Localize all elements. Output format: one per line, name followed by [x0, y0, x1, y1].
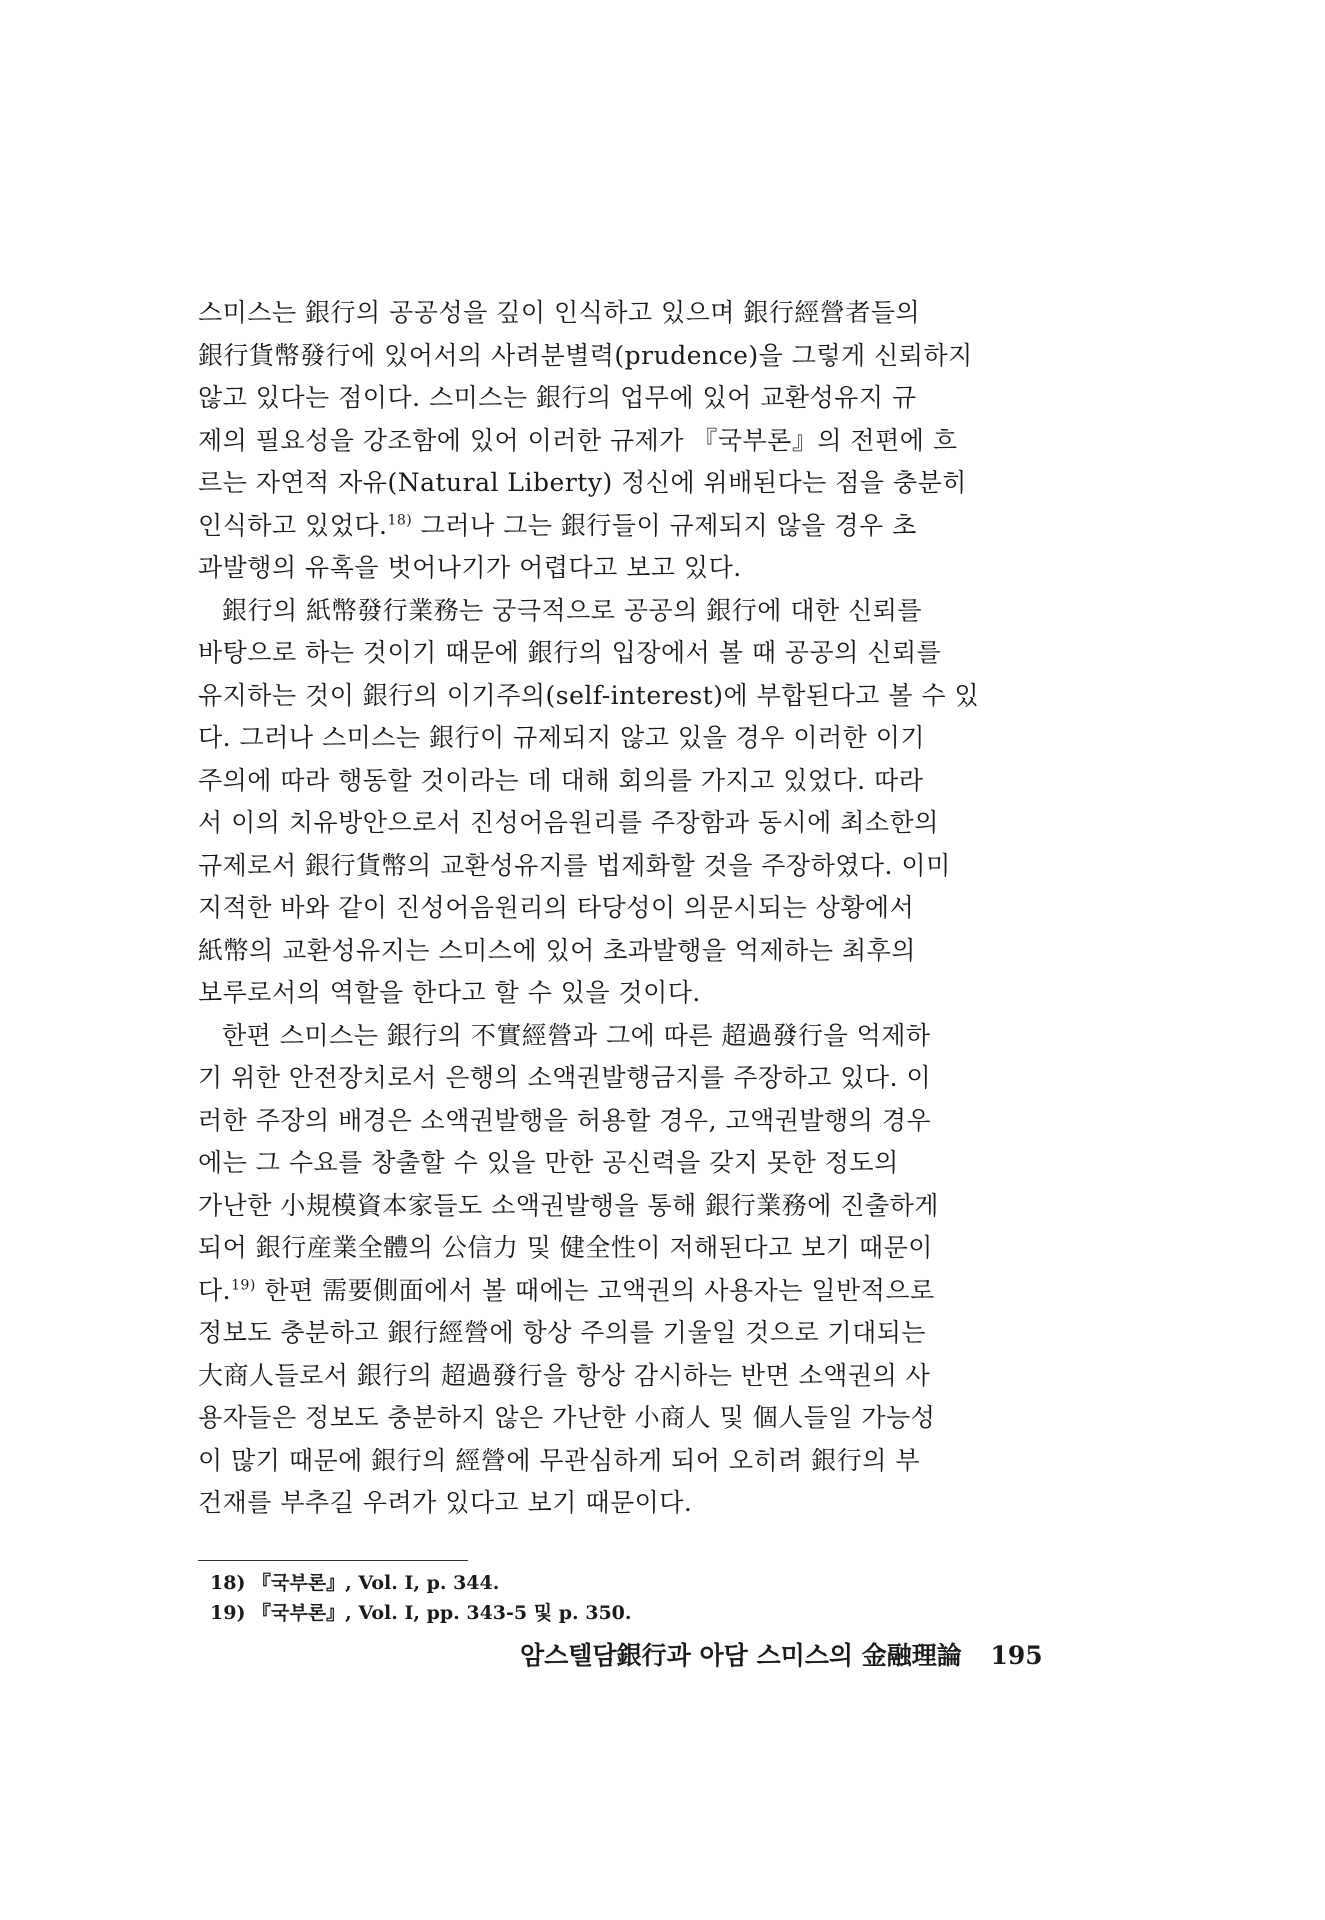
text-line: 다. 그러나 스미스는 銀行이 규제되지 않고 있을 경우 이러한 이기 — [198, 723, 926, 752]
footnote-18: 18) 『국부론』, Vol. I, p. 344. — [210, 1572, 500, 1594]
footnote-19: 19) 『국부론』, Vol. I, pp. 343-5 및 p. 350. — [210, 1602, 632, 1624]
text-line: 러한 주장의 배경은 소액권발행을 허용할 경우, 고액권발행의 경우 — [198, 1105, 932, 1135]
text-line: 규제로서 銀行貨幣의 교환성유지를 법제화할 것을 주장하였다. 이미 — [198, 850, 951, 880]
text-line: 바탕으로 하는 것이기 때문에 銀行의 입장에서 볼 때 공공의 신뢰를 — [198, 638, 942, 667]
text-segment: 인식하고 있었다. — [198, 510, 388, 540]
text-line: 銀行貨幣發行에 있어서의 사려분별력(prudence)을 그렇게 신뢰하지 — [198, 340, 973, 370]
text-line: 되어 銀行産業全體의 公信力 및 健全性이 저해된다고 보기 때문이 — [198, 1233, 933, 1262]
text-line: 紙幣의 교환성유지는 스미스에 있어 초과발행을 억제하는 최후의 — [198, 935, 916, 965]
paragraph-2 — [198, 590, 1098, 1015]
footnote-ref-19: 19) — [231, 1277, 256, 1294]
running-footer — [520, 1640, 1080, 1672]
text-line: 서 이의 치유방안으로서 진성어음원리를 주장함과 동시에 최소한의 — [198, 808, 939, 837]
text-line: 정보도 충분하고 銀行經營에 항상 주의를 기울일 것으로 기대되는 — [198, 1318, 927, 1347]
text-line: 가난한 小規模資本家들도 소액권발행을 통해 銀行業務에 진출하게 — [198, 1190, 939, 1220]
text-line: 르는 자연적 자유(Natural Liberty) 정신에 위배된다는 점을 충분히 — [198, 468, 967, 497]
text-line: 보루로서의 역할을 한다고 할 수 있을 것이다. — [198, 978, 701, 1007]
running-title: 암스텔담銀行과 아담 스미스의 金融理論 — [520, 1641, 962, 1670]
text-line: 않고 있다는 점이다. 스미스는 銀行의 업무에 있어 교환성유지 규 — [198, 383, 917, 412]
text-segment: 그러나 그는 銀行들이 규제되지 않을 경우 초 — [412, 510, 917, 540]
text-line: 스미스는 銀行의 공공성을 깊이 인식하고 있으며 銀行經營者들의 — [198, 298, 921, 327]
text-line-with-note — [198, 1270, 1098, 1313]
text-segment: 다. — [198, 1275, 232, 1305]
text-line: 용자들은 정보도 충분하지 않은 가난한 小商人 및 個人들일 가능성 — [198, 1403, 936, 1432]
text-line: 銀行의 紙幣發行業務는 궁극적으로 공공의 銀行에 대한 신뢰를 — [222, 595, 923, 625]
footnote-ref-18: 18) — [387, 512, 413, 529]
text-line: 과발행의 유혹을 벗어나기가 어렵다고 보고 있다. — [198, 553, 742, 582]
paragraph-1 — [198, 292, 1098, 590]
text-line: 이 많기 때문에 銀行의 經營에 무관심하게 되어 오히려 銀行의 부 — [198, 1445, 921, 1475]
text-line: 지적한 바와 같이 진성어음원리의 타당성이 의문시되는 상황에서 — [198, 893, 915, 922]
text-segment: 한편 需要側面에서 볼 때에는 고액권의 사용자는 일반적으로 — [255, 1275, 935, 1305]
text-line: 한편 스미스는 銀行의 不實經營과 그에 따른 超過發行을 억제하 — [222, 1020, 931, 1050]
text-line: 주의에 따라 행동할 것이라는 데 대해 회의를 가지고 있었다. 따라 — [198, 765, 924, 795]
text-line: 유지하는 것이 銀行의 이기주의(self-interest)에 부합된다고 볼 수 있 — [198, 680, 980, 710]
body-text — [198, 292, 1098, 1525]
page-number: 195 — [990, 1641, 1043, 1670]
text-line: 건재를 부추길 우려가 있다고 보기 때문이다. — [198, 1488, 693, 1517]
paragraph-3 — [198, 1015, 1098, 1525]
text-line: 에는 그 수요를 창출할 수 있을 만한 공신력을 갖지 못한 정도의 — [198, 1148, 899, 1177]
text-line-with-note — [198, 505, 1098, 548]
text-line: 제의 필요성을 강조함에 있어 이러한 규제가 『국부론』의 전편에 흐 — [198, 425, 958, 455]
text-line: 大商人들로서 銀行의 超過發行을 항상 감시하는 반면 소액권의 사 — [198, 1360, 931, 1390]
footnotes — [210, 1568, 1010, 1628]
footnote-divider — [198, 1560, 468, 1561]
text-line: 기 위한 안전장치로서 은행의 소액권발행금지를 주장하고 있다. 이 — [198, 1063, 932, 1092]
